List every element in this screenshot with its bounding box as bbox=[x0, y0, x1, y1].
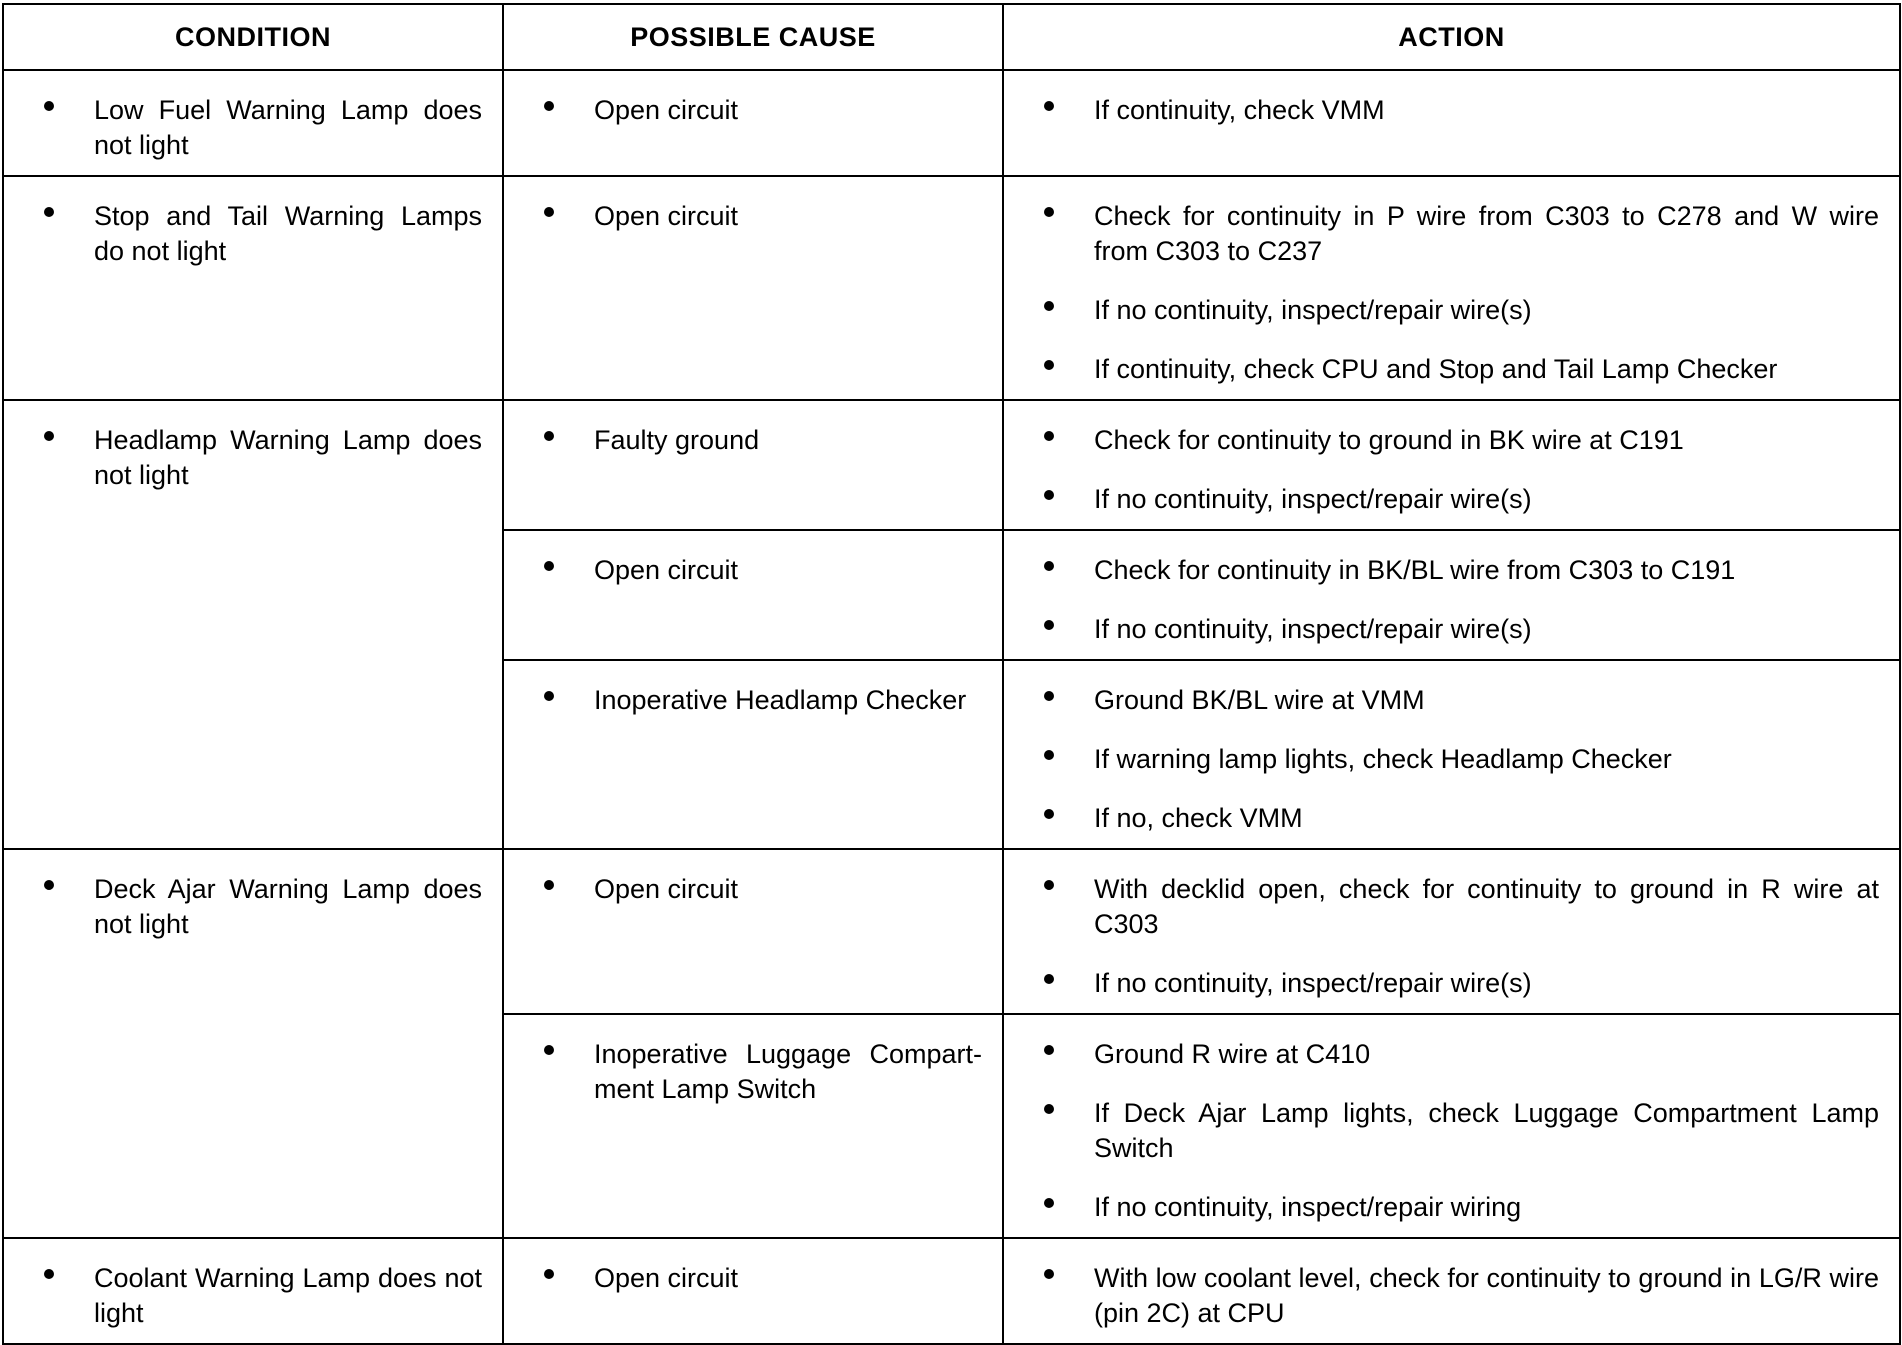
action-text: If no, check VMM bbox=[1094, 803, 1303, 833]
list-item bbox=[1042, 1037, 1879, 1072]
cause-cell bbox=[503, 660, 1003, 849]
table-row bbox=[3, 849, 1900, 1014]
bullet-icon bbox=[1044, 1198, 1054, 1208]
cause-cell bbox=[503, 849, 1003, 1014]
action-text: If continuity, check CPU and Stop and Tail Lamp Checker bbox=[1094, 354, 1778, 384]
action-text: If Deck Ajar Lamp lights, check Luggage Compartment Lamp Switch bbox=[1094, 1098, 1879, 1163]
list-item bbox=[1042, 1190, 1879, 1225]
list-item bbox=[1042, 482, 1879, 517]
action-cell bbox=[1003, 1238, 1900, 1344]
cause-cell bbox=[503, 1014, 1003, 1238]
cause-text: Open circuit bbox=[594, 201, 739, 231]
cause-cell bbox=[503, 70, 1003, 176]
bullet-icon bbox=[1044, 750, 1054, 760]
header-possible-cause: POSSIBLE CAUSE bbox=[503, 4, 1003, 70]
bullet-icon bbox=[1044, 490, 1054, 500]
bullet-icon bbox=[1044, 880, 1054, 890]
cause-text: Inoperative Luggage Compart-ment Lamp Switch bbox=[594, 1039, 982, 1104]
list-item bbox=[1042, 93, 1879, 128]
list-item bbox=[42, 93, 482, 163]
bullet-icon bbox=[1044, 809, 1054, 819]
action-text: Check for continuity in BK/BL wire from C303 to C191 bbox=[1094, 555, 1736, 585]
header-condition: CONDITION bbox=[3, 4, 503, 70]
cause-cell bbox=[503, 1238, 1003, 1344]
action-text: Check for continuity to ground in BK wire at C191 bbox=[1094, 425, 1684, 455]
bullet-icon bbox=[1044, 301, 1054, 311]
action-text: If warning lamp lights, check Headlamp Checker bbox=[1094, 744, 1672, 774]
list-item bbox=[1042, 801, 1879, 836]
bullet-icon bbox=[544, 1045, 554, 1055]
list-item bbox=[42, 423, 482, 493]
condition-cell bbox=[3, 1238, 503, 1344]
action-text: If no continuity, inspect/repair wire(s) bbox=[1094, 968, 1532, 998]
bullet-icon bbox=[544, 880, 554, 890]
bullet-icon bbox=[1044, 1269, 1054, 1279]
cause-cell bbox=[503, 530, 1003, 660]
action-cell bbox=[1003, 530, 1900, 660]
bullet-icon bbox=[1044, 1045, 1054, 1055]
header-row bbox=[3, 4, 1900, 70]
action-cell bbox=[1003, 400, 1900, 530]
condition-text: Coolant Warning Lamp does not light bbox=[94, 1263, 482, 1328]
list-item bbox=[1042, 1096, 1879, 1166]
bullet-icon bbox=[1044, 101, 1054, 111]
bullet-icon bbox=[544, 561, 554, 571]
list-item bbox=[1042, 293, 1879, 328]
condition-text: Headlamp Warning Lamp does not light bbox=[94, 425, 482, 490]
list-item bbox=[542, 199, 982, 234]
action-text: Ground BK/BL wire at VMM bbox=[1094, 685, 1425, 715]
condition-text: Stop and Tail Warning Lamps do not light bbox=[94, 201, 482, 266]
list-item bbox=[1042, 423, 1879, 458]
bullet-icon bbox=[1044, 974, 1054, 984]
condition-cell bbox=[3, 70, 503, 176]
bullet-icon bbox=[1044, 1104, 1054, 1114]
condition-text: Low Fuel Warning Lamp does not light bbox=[94, 95, 482, 160]
bullet-icon bbox=[1044, 691, 1054, 701]
bullet-icon bbox=[44, 1269, 54, 1279]
condition-cell bbox=[3, 176, 503, 400]
cause-text: Open circuit bbox=[594, 555, 739, 585]
list-item bbox=[1042, 742, 1879, 777]
table-row bbox=[3, 176, 1900, 400]
list-item bbox=[42, 1261, 482, 1331]
bullet-icon bbox=[544, 431, 554, 441]
bullet-icon bbox=[44, 431, 54, 441]
condition-cell bbox=[3, 849, 503, 1238]
list-item bbox=[1042, 199, 1879, 269]
cause-text: Open circuit bbox=[594, 95, 739, 125]
list-item bbox=[542, 683, 982, 718]
bullet-icon bbox=[1044, 431, 1054, 441]
action-text: Check for continuity in P wire from C303 to C278 and W wire from C303 to C237 bbox=[1094, 201, 1879, 266]
bullet-icon bbox=[44, 207, 54, 217]
list-item bbox=[542, 872, 982, 907]
list-item bbox=[1042, 966, 1879, 1001]
table-row bbox=[3, 400, 1900, 530]
bullet-icon bbox=[544, 101, 554, 111]
cause-cell bbox=[503, 400, 1003, 530]
cause-text: Open circuit bbox=[594, 1263, 739, 1293]
bullet-icon bbox=[544, 207, 554, 217]
action-text: With decklid open, check for continuity to ground in R wire at C303 bbox=[1094, 874, 1879, 939]
action-cell bbox=[1003, 70, 1900, 176]
cause-text: Inoperative Headlamp Checker bbox=[594, 685, 967, 715]
action-text: Ground R wire at C410 bbox=[1094, 1039, 1371, 1069]
bullet-icon bbox=[1044, 620, 1054, 630]
cause-cell bbox=[503, 176, 1003, 400]
list-item bbox=[1042, 872, 1879, 942]
list-item bbox=[1042, 553, 1879, 588]
list-item bbox=[542, 553, 982, 588]
bullet-icon bbox=[44, 101, 54, 111]
condition-cell bbox=[3, 400, 503, 849]
action-text: If no continuity, inspect/repair wire(s) bbox=[1094, 614, 1532, 644]
list-item bbox=[542, 1261, 982, 1296]
action-cell bbox=[1003, 1014, 1900, 1238]
condition-text: Deck Ajar Warning Lamp does not light bbox=[94, 874, 482, 939]
diagnosis-table bbox=[2, 3, 1901, 1345]
action-text: If no continuity, inspect/repair wire(s) bbox=[1094, 484, 1532, 514]
list-item bbox=[1042, 352, 1879, 387]
list-item bbox=[42, 199, 482, 269]
action-cell bbox=[1003, 176, 1900, 400]
action-text: If no continuity, inspect/repair wire(s) bbox=[1094, 295, 1532, 325]
list-item bbox=[42, 872, 482, 942]
bullet-icon bbox=[1044, 207, 1054, 217]
bullet-icon bbox=[544, 1269, 554, 1279]
bullet-icon bbox=[1044, 561, 1054, 571]
list-item bbox=[1042, 683, 1879, 718]
action-cell bbox=[1003, 849, 1900, 1014]
action-text: If no continuity, inspect/repair wiring bbox=[1094, 1192, 1522, 1222]
list-item bbox=[1042, 1261, 1879, 1331]
list-item bbox=[542, 93, 982, 128]
list-item bbox=[1042, 612, 1879, 647]
action-text: With low coolant level, check for continuity to ground in LG/R wire (pin 2C) at CPU bbox=[1094, 1263, 1879, 1328]
bullet-icon bbox=[1044, 360, 1054, 370]
list-item bbox=[542, 423, 982, 458]
bullet-icon bbox=[44, 880, 54, 890]
list-item bbox=[542, 1037, 982, 1107]
cause-text: Faulty ground bbox=[594, 425, 760, 455]
bullet-icon bbox=[544, 691, 554, 701]
table-row bbox=[3, 70, 1900, 176]
action-cell bbox=[1003, 660, 1900, 849]
header-action: ACTION bbox=[1003, 4, 1900, 70]
cause-text: Open circuit bbox=[594, 874, 739, 904]
action-text: If continuity, check VMM bbox=[1094, 95, 1385, 125]
table-row bbox=[3, 1238, 1900, 1344]
